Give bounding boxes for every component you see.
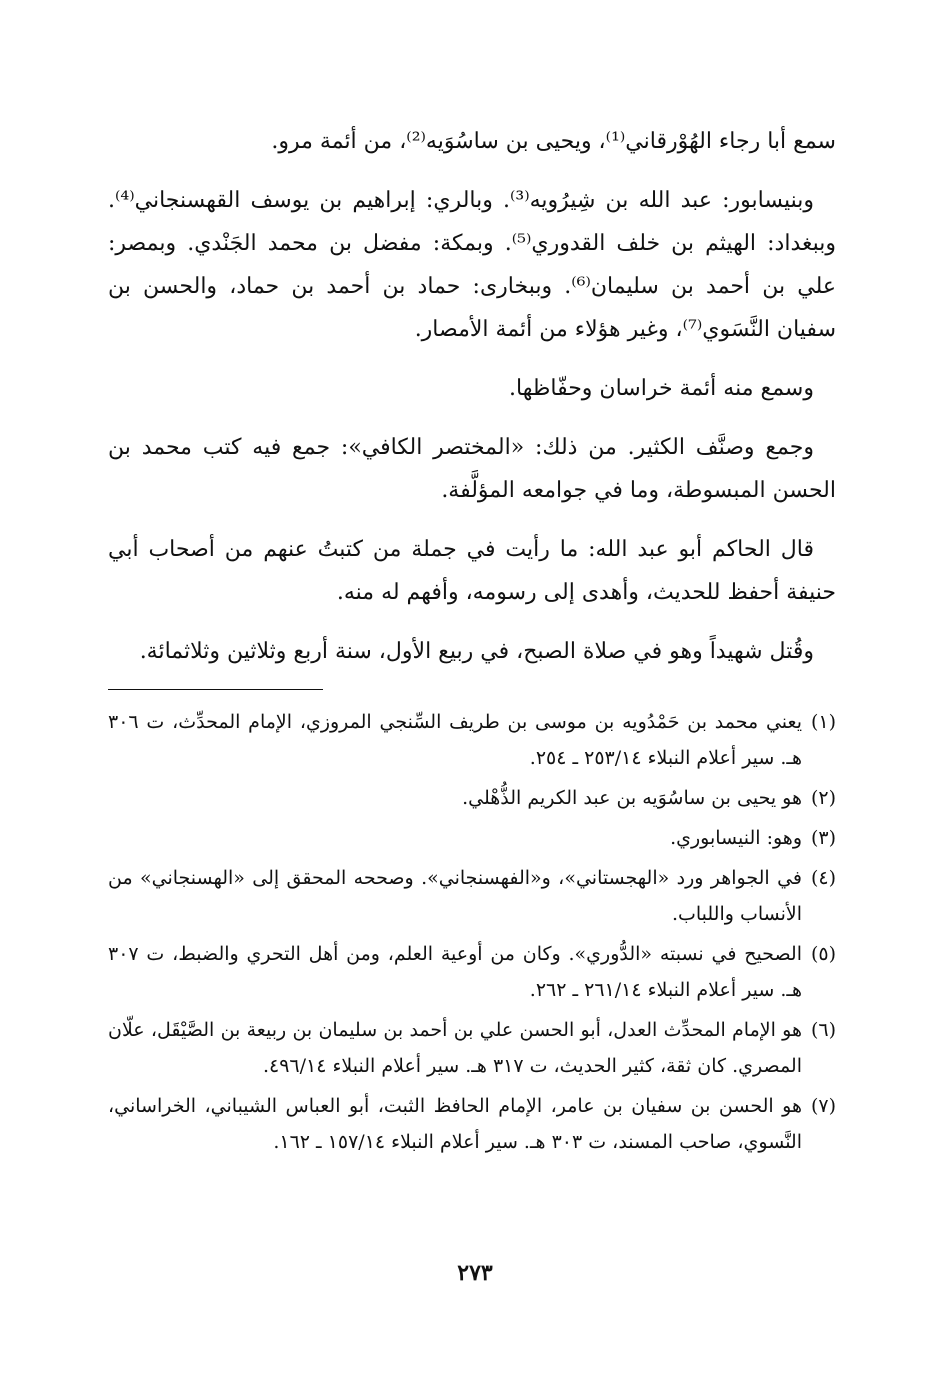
footnote-text: وهو: النيسابوري. [670,827,802,849]
footnote-text: في الجواهر ورد «الهجستاني»، و«الفهسنجاني». وصححه المحقق إلى «الهسنجاني» من الأنساب واللباب. [108,867,802,925]
main-text [108,120,836,673]
footnote-number: (٤) [810,867,836,889]
footnote [108,860,836,932]
paragraph-teachers: سمع أبا رجاء الهُوْرقاني⁽¹⁾، ويحيى بن ساسُوَيه⁽²⁾، من أئمة مرو. [271,129,836,154]
footnote [108,936,836,1008]
page-number: ٢٧٣ [457,1260,493,1286]
paragraph-cities: وبنيسابور: عبد الله بن شِيرُويه⁽³⁾. وبالري: إبراهيم بن يوسف القهسنجاني⁽⁴⁾. وببغداد: الهيثم بن خلف القدوري⁽⁵⁾. وبمكة: مفضل بن محمد الجَنْدي. وبمصر: علي بن أحمد بن سليمان⁽⁶⁾. وببخارى: حماد بن أحمد بن حماد، والحسن بن سفيان النَّسَوي⁽⁷⁾، وغير هؤلاء من أئمة الأمصار. [108,188,836,342]
footnote-separator [108,689,323,690]
footnote [108,820,836,856]
book-page [108,120,836,1164]
footnote [108,704,836,776]
footnote-number: (٦) [810,1019,836,1041]
paragraph-hakim-quote: قال الحاكم أبو عبد الله: ما رأيت في جملة من كتبتُ عنهم من أصحاب أبي حنيفة أحفظ للحديث، وأهدى إلى رسومه، وأفهم له منه. [108,537,836,605]
footnote-separator-wrap [108,689,836,690]
paragraph-students: وسمع منه أئمة خراسان وحفّاظها. [509,376,814,401]
footnotes [108,704,836,1160]
footnote [108,1012,836,1084]
footnote-text: الصحيح في نسبته «الدُّوري». وكان من أوعية العلم، ومن أهل التحري والضبط، ت ٣٠٧ هـ. سير أعلام النبلاء ٢٦١/١٤ ـ ٢٦٢. [108,943,802,1001]
paragraph-works: وجمع وصنَّف الكثير. من ذلك: «المختصر الكافي»: جمع فيه كتب محمد بن الحسن المبسوطة، وما في جوامعه المؤلَّفة. [108,435,836,503]
paragraph-death: وقُتل شهيداً وهو في صلاة الصبح، في ربيع الأول، سنة أربع وثلاثين وثلاثمائة. [139,639,814,664]
footnote-number: (١) [810,711,836,733]
footnote-text: يعني محمد بن حَمْدُويه بن موسى بن طريف السِّنجي المروزي، الإمام المحدِّث، ت ٣٠٦ هـ. سير أعلام النبلاء ٢٥٣/١٤ ـ ٢٥٤. [108,711,802,769]
footnote-number: (٢) [810,787,836,809]
footnote-text: هو يحيى بن ساسُوَيه بن عبد الكريم الذُّهْلي. [462,787,802,809]
footnote-number: (٥) [810,943,836,965]
footnote [108,1088,836,1160]
footnote-text: هو الحسن بن سفيان بن عامر، الإمام الحافظ الثبت، أبو العباس الشيباني، الخراساني، النَّسوي، صاحب المسند، ت ٣٠٣ هـ. سير أعلام النبلاء ١٥٧/١٤ ـ ١٦٢. [108,1095,802,1153]
footnote-number: (٣) [810,827,836,849]
footnote-number: (٧) [810,1095,836,1117]
footnote-text: هو الإمام المحدِّث العدل، أبو الحسن علي بن أحمد بن سليمان بن ربيعة بن الصَّيْقَل، علّان المصري. كان ثقة، كثير الحديث، ت ٣١٧ هـ. سير أعلام النبلاء ٤٩٦/١٤. [108,1019,802,1077]
footnote [108,780,836,816]
